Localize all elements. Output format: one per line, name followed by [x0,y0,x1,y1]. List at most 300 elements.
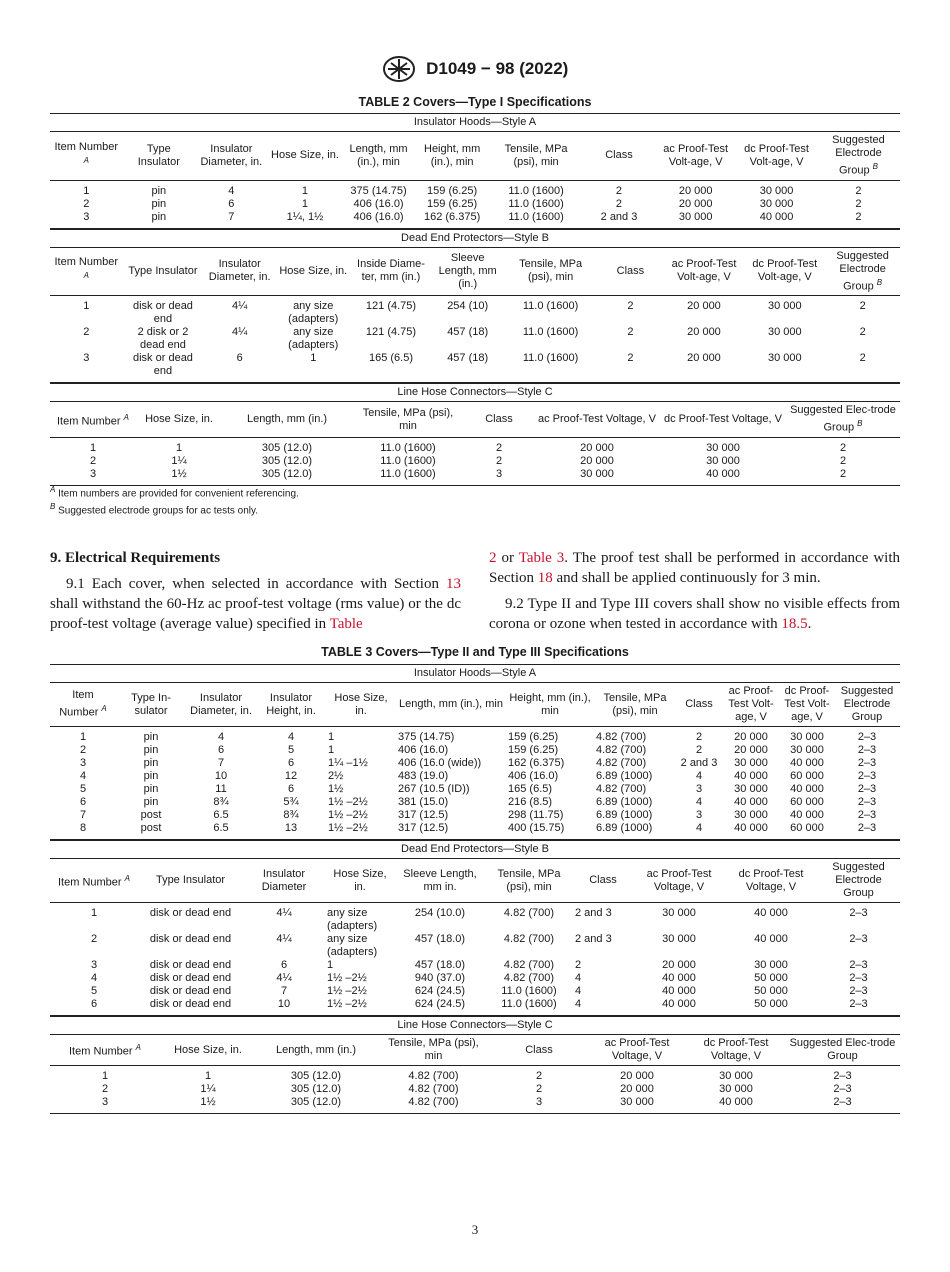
table-2-link[interactable]: 2 [489,550,497,566]
table-cell: 6.89 (1000) [594,822,676,840]
table-cell: 30 000 [655,211,736,229]
table-cell: disk or dead end [149,985,232,997]
section-13-link[interactable]: 13 [446,576,461,592]
table-cell: 216 (8.5) [508,796,553,808]
table-cell: 4.82 (700) [503,907,555,919]
column-header: ac Proof-Test Voltage, V [534,402,660,438]
footnote-marker: A [123,412,129,422]
table-cell: 4 [573,998,633,1016]
spec-table-section [50,229,900,384]
table-cell: 40 000 [660,468,786,486]
column-header: Class [464,402,534,438]
table-link[interactable]: Table [329,616,363,632]
table-row [50,211,900,229]
section-title: Dead End Protectors—Style B [50,229,900,247]
table-cell: 483 (19.0) [398,770,449,782]
table-cell: 20 000 [734,744,768,756]
table-cell: 1 [276,352,351,383]
footnote-marker: B [876,277,883,287]
table-cell: 2 [83,326,90,339]
table-cell: 4.82 (700) [596,731,647,743]
table-cell: 1¼ [200,1083,216,1095]
column-header: dc Proof-Test Voltage, V [660,402,786,438]
table-cell: 6 [287,757,295,769]
table-cell: 1½ –2½ [328,809,368,821]
table-cell: pin [143,731,159,743]
table-row [50,180,900,198]
table-cell: 40 000 [662,985,696,997]
column-header: Suggested Electrode Group [834,683,900,727]
table3-title: TABLE 3 Covers—Type II and Type III Specifications [321,645,629,659]
column-header: Class [676,683,722,727]
table-cell: 2–3 [849,985,868,997]
table-cell: 121 (4.75) [365,300,417,313]
table-cell: 20 000 [678,184,713,197]
section-9-left [50,548,461,634]
table-cell: 940 (37.0) [414,972,466,984]
table-cell: 30 000 [759,184,794,197]
table-cell: 40 000 [736,211,817,229]
table-cell: 11.0 (1600) [522,300,579,313]
table-cell: 60 000 [790,770,824,782]
table-cell: 162 (6.375) [508,757,565,769]
table-cell: 4.82 (700) [503,933,555,945]
table-cell: 10 [243,998,325,1016]
footnote-marker: A [101,704,107,714]
table-cell: 4 [575,985,582,997]
column-header: Tensile, MPa (psi), min [594,683,676,727]
table-cell: any size (adapters) [288,300,339,326]
table-cell: 4.82 (700) [408,1070,459,1082]
table-cell: 1 [327,959,334,971]
table-cell: 6 [79,796,87,808]
table-cell: 4 [287,731,295,743]
table-cell: 4.82 (700) [596,744,647,756]
column-header: ac Proof-Test Volt-age, V [655,132,736,181]
page-number: 3 [471,1222,479,1237]
spec-table-section [50,840,900,1016]
table-cell: 1½ –2½ [327,985,367,997]
table-cell: any size (adapters) [327,907,378,932]
table-cell: 6 [50,998,138,1016]
table-cell: 3 [50,211,123,229]
column-header: Tensile, MPa (psi), min [485,859,573,903]
column-header: Item Number $^A$ [50,683,116,727]
table-cell: post [140,809,162,821]
table-cell: 40 000 [687,1096,785,1114]
table-row [50,985,900,998]
table-cell: 305 (12.0) [261,454,313,467]
table-cell: 11.0 (1600) [508,197,564,210]
table-cell: 4¼ [276,933,292,945]
table-cell: 30 000 [744,352,825,383]
table-cell: 6 [280,959,288,971]
section-title: Dead End Protectors—Style B [50,841,900,859]
column-header: Item Number $^A$ [50,1035,160,1066]
table-cell: 457 (18) [431,352,504,383]
column-header: Sleeve Length, mm in. [395,859,485,903]
table-cell: 40 000 [633,998,725,1016]
table-cell: 3 [695,783,703,795]
table-cell: 159 (6.25) [508,744,559,756]
table-cell: 30 000 [662,933,696,945]
table-row [50,998,900,1016]
table-cell: 1 [328,744,335,756]
table-cell: 305 (12.0) [290,1083,342,1095]
column-header: Item Number $^A$ [50,132,123,181]
table-cell: 2 [535,1083,543,1095]
table-cell: 5 [90,985,98,997]
table-cell: 6.5 [186,822,256,840]
table-row [50,959,900,972]
document-id: D1049 − 98 (2022) [426,59,569,78]
table-cell: 6 [217,744,225,756]
table-cell: pin [151,184,167,197]
column-header: Item Number $^A$ [50,402,136,438]
table-cell: 30 000 [719,1083,753,1095]
column-header: Item Number $^A$ [50,247,123,296]
table-cell: 2 [615,197,623,210]
table-cell: 2–3 [857,744,877,756]
table-cell: 8¾ [213,796,229,808]
table-cell: 406 (16.0) [508,770,559,782]
footnote-marker: B [857,419,863,429]
table-cell: 317 (12.5) [398,809,449,821]
column-header: Hose Size, in. [160,1035,256,1066]
table-cell: 30 000 [662,907,696,919]
table-cell: 8¾ [283,809,299,821]
table-cell: 2–3 [849,959,868,971]
table-cell: 6.89 (1000) [596,770,653,782]
column-header: Suggested Electrode Group [817,859,900,903]
section-9-right [489,548,900,634]
table-cell: 1 [204,1070,212,1082]
column-header: Class [583,132,656,181]
table-cell: 1 [301,197,309,210]
table-cell: 2–3 [849,933,868,945]
table-cell: 2 [855,184,862,197]
table-cell: 11.0 (1600) [352,468,464,486]
table-cell: disk or dead end [138,998,243,1016]
table-cell: 159 (6.25) [508,731,559,743]
table-cell: 2–3 [857,796,877,808]
table-cell: 2–3 [857,809,877,821]
table-cell: 2–3 [857,783,877,795]
table-cell: 50 000 [754,972,788,984]
table-row [50,1083,900,1096]
footnote: $^B$ Suggested electrode groups for ac tests only. [50,502,259,517]
table-cell: 1 [89,441,97,454]
table-cell: 2 [90,933,98,945]
table-cell: 4.82 (700) [596,783,647,795]
table-cell: 30 000 [534,468,660,486]
table-cell: 305 (12.0) [222,468,352,486]
table-cell: 2 [495,454,503,467]
table-cell: 40 000 [754,907,788,919]
table-cell: 6 [287,783,295,795]
table-cell: 6 [203,352,276,383]
column-header: dc Proof-Test Volt-age, V [744,247,825,296]
section-9-heading: 9. Electrical Requirements [50,550,221,566]
table-cell: 20 000 [664,352,745,383]
table-cell: 1 [101,1070,109,1082]
table-cell: 2 [83,197,90,210]
table-cell: 20 000 [580,454,614,467]
table-cell: disk or dead end [149,907,232,919]
table-cell: 30 000 [706,454,740,467]
table-cell: 30 000 [768,300,802,313]
table-cell: 4.82 (700) [408,1083,459,1095]
table-cell: 2–3 [834,822,900,840]
section-title: Insulator Hoods—Style A [50,114,900,132]
table-cell: 40 000 [734,796,768,808]
table-cell: 2 [855,197,862,210]
paragraph-9-1-cont: 2 or Table 3. The proof test shall be performed in accordance with Section 18 and shall be applied continuously for 3 min. [489,550,900,586]
column-header: ac Proof-Test Voltage, V [633,859,725,903]
table-cell: 2–3 [857,757,877,769]
section-18-5-link[interactable]: 18.5 [781,616,808,632]
table-cell: 4 [90,972,98,984]
table-cell: 457 (18.0) [414,933,466,945]
table-cell: 2 [859,300,866,313]
table-cell: pin [143,770,159,782]
table-cell: 317 (12.5) [396,822,506,840]
table-cell: 406 (16.0) [353,197,404,210]
table-cell: 11.0 (1600) [522,326,579,339]
column-header: Height, mm (in.), min [506,683,594,727]
table-cell: 11.0 (1600) [501,985,557,997]
table-cell: 4 [695,796,703,808]
column-header: dc Proof-Test Voltage, V [687,1035,785,1066]
table-cell: 1½ –2½ [327,972,367,984]
table-cell: 30 000 [759,197,794,210]
table-cell: 2 [859,326,866,339]
table-cell: 2 [627,300,634,313]
table-cell: 1½ –2½ [326,822,396,840]
table-cell: 457 (18.0) [414,959,466,971]
spec-table-section [50,383,900,486]
table-row [50,770,900,783]
table-cell: 1½ [136,468,222,486]
table-cell: 165 (6.5) [508,783,553,795]
table-row [50,972,900,985]
table-cell: 11.0 (1600) [489,211,582,229]
table-cell: 30 000 [734,783,768,795]
table-cell: 121 (4.75) [365,326,417,339]
table-cell: 10 [214,770,228,782]
table-row [50,757,900,770]
table-cell: 13 [256,822,326,840]
paragraph-9-2: 9.2 Type II and Type III covers shall show no visible effects from corona or ozone when tested in accordance with 18.5. [489,596,900,632]
table-cell: 30 000 [719,1070,753,1082]
table-cell: 2–3 [833,1070,852,1082]
table-cell: 406 (16.0) [398,744,449,756]
table-cell: 7 [280,985,288,997]
table-cell: 20 000 [687,326,721,339]
table-row [50,326,900,352]
table-cell: 3 [464,468,534,486]
table-cell: 40 000 [754,933,788,945]
table-cell: 20 000 [662,959,696,971]
column-header: Hose Size, in. [136,402,222,438]
table-cell: 4¼ [276,907,292,919]
spec-table-section [50,113,900,229]
table-cell: 30 000 [734,757,768,769]
table-cell: disk or dead end [149,933,232,945]
table-3-link[interactable]: Table 3 [518,550,565,566]
column-header: dc Proof-Test Volt-age, V [736,132,817,181]
table-row [50,352,900,383]
table-cell: post [116,822,186,840]
table-cell: 5¾ [283,796,299,808]
table-cell: 2–3 [857,770,877,782]
table-cell: 3 [50,1096,160,1114]
table-cell: 4 [228,184,235,197]
table-cell: pin [143,744,159,756]
table-cell: 6 [228,197,235,210]
table2 [50,113,900,486]
table-cell: 375 (14.75) [350,184,407,197]
column-header: Class [491,1035,587,1066]
table-cell: 2 [615,184,623,197]
table-cell: 40 000 [662,972,696,984]
table-cell: 2–3 [817,998,900,1016]
table-cell: 5 [287,744,295,756]
table-cell: 2 and 3 [583,211,656,229]
table-row [50,903,900,934]
table-cell: 1¼ –1½ [328,757,368,769]
table-cell: pin [143,796,159,808]
table-cell: 2 [786,468,900,486]
table-cell: 20 000 [734,731,768,743]
table-cell: 30 000 [734,809,768,821]
column-header: Insulator Diameter, in. [203,247,276,296]
column-header: Inside Diame-ter, mm (in.) [351,247,432,296]
table-cell: 3 [79,757,87,769]
table-cell: 162 (6.375) [415,211,490,229]
table-row [50,809,900,822]
footnote-marker: A [83,271,89,281]
table-cell: 1¼ [171,454,187,467]
column-header: Suggested Elec-trode Group $^B$ [786,402,900,438]
table-cell: 5 [79,783,87,795]
column-header: Type In-sulator [116,683,186,727]
column-header: Type Insulator [123,132,196,181]
table-cell: 406 (16.0 (wide)) [398,757,482,769]
table-cell: 40 000 [790,783,824,795]
column-header: Length, mm (in.), min [342,132,415,181]
table-row [50,1096,900,1114]
table-cell: 11.0 (1600) [485,998,573,1016]
table-cell: 4 [79,770,87,782]
table-cell: 2–3 [857,731,877,743]
table-cell: 624 (24.5) [395,998,485,1016]
section-18-link[interactable]: 18 [537,570,553,586]
table-cell: 2–3 [849,972,868,984]
table-cell: 7 [217,757,225,769]
table-cell: 254 (10) [447,300,489,313]
table-cell: 3 [90,959,98,971]
table-cell: 20 000 [620,1070,654,1082]
table-cell: 2 and 3 [680,757,718,769]
table-cell: 165 (6.5) [351,352,432,383]
table-cell: 1 [328,731,335,743]
table-row [50,822,900,840]
column-header: Suggested Elec-trode Group [785,1035,900,1066]
table-row [50,933,900,959]
table-row [50,727,900,745]
table-cell: 30 000 [768,326,802,339]
table-cell: 4 [676,822,722,840]
table-cell: 1 [175,441,183,454]
table-cell: 2 and 3 [575,933,612,945]
table-cell: 2 disk or 2 dead end [137,326,189,352]
table-cell: disk or dead end [123,352,204,383]
column-header: Insulator Diameter [243,859,325,903]
column-header: Type Insulator [138,859,243,903]
table-cell: 20 000 [580,441,614,454]
table-cell: 159 (6.25) [427,184,478,197]
table2-footnotes [50,483,299,518]
footnote-marker: A [124,873,130,883]
table-cell: 2 and 3 [575,907,612,919]
table-cell: 1 [83,300,90,313]
column-header: dc Proof-Test Voltage, V [725,859,817,903]
table-cell: 2 [495,441,503,454]
table-row [50,1066,900,1084]
table-cell: 3 [491,1096,587,1114]
table-cell: 40 000 [790,809,824,821]
table-cell: 4.82 (700) [596,757,647,769]
table-cell: 4¼ [232,326,248,339]
table-cell: 2 [79,744,87,756]
table-cell: 12 [284,770,298,782]
table-cell: 2 [575,959,582,971]
footnote-marker: B [872,162,878,171]
column-header: Insulator Diameter, in. [195,132,268,181]
table-cell: 11 [215,783,227,795]
column-header: Hose Size, in. [325,859,395,903]
column-header: ac Proof-Test Volt-age, V [722,683,780,727]
column-header: dc Proof-Test Volt-age, V [780,683,834,727]
table-cell: 11.0 (1600) [508,184,564,197]
table-cell: 4¼ [276,972,292,984]
table-cell: 7 [79,809,87,821]
table-cell: 624 (24.5) [414,985,466,997]
column-header: Sleeve Length, mm (in.) [431,247,504,296]
column-header: Item Number $^A$ [50,859,138,903]
table-cell: 11.0 (1600) [380,441,436,454]
column-header: Height, mm (in.), min [415,132,490,181]
table-cell: 30 000 [706,441,740,454]
table-cell: 40 000 [790,757,824,769]
table-cell: 159 (6.25) [427,197,478,210]
table-cell: 4¼ [232,300,248,313]
table-cell: 4.82 (700) [503,959,555,971]
table-cell: 20 000 [687,300,721,313]
paragraph-9-1: 9.1 Each cover, when selected in accordance with Section 13 shall withstand the 60-Hz ac proof-test voltage (rms value) or the dc proof-test voltage (average value) specified in Table [50,576,461,632]
table-cell: 1½ –2½ [328,796,368,808]
column-header: Hose Size, in. [326,683,396,727]
table-cell: 298 (11.75) [508,809,564,821]
table-cell: 406 (16.0) [342,211,415,229]
table3 [50,664,900,1114]
table-cell: 2 [597,352,663,383]
table-cell: 20 000 [678,197,713,210]
table-cell: 2 [535,1070,543,1082]
table-row [50,455,900,468]
table-cell: 40 000 [722,822,780,840]
